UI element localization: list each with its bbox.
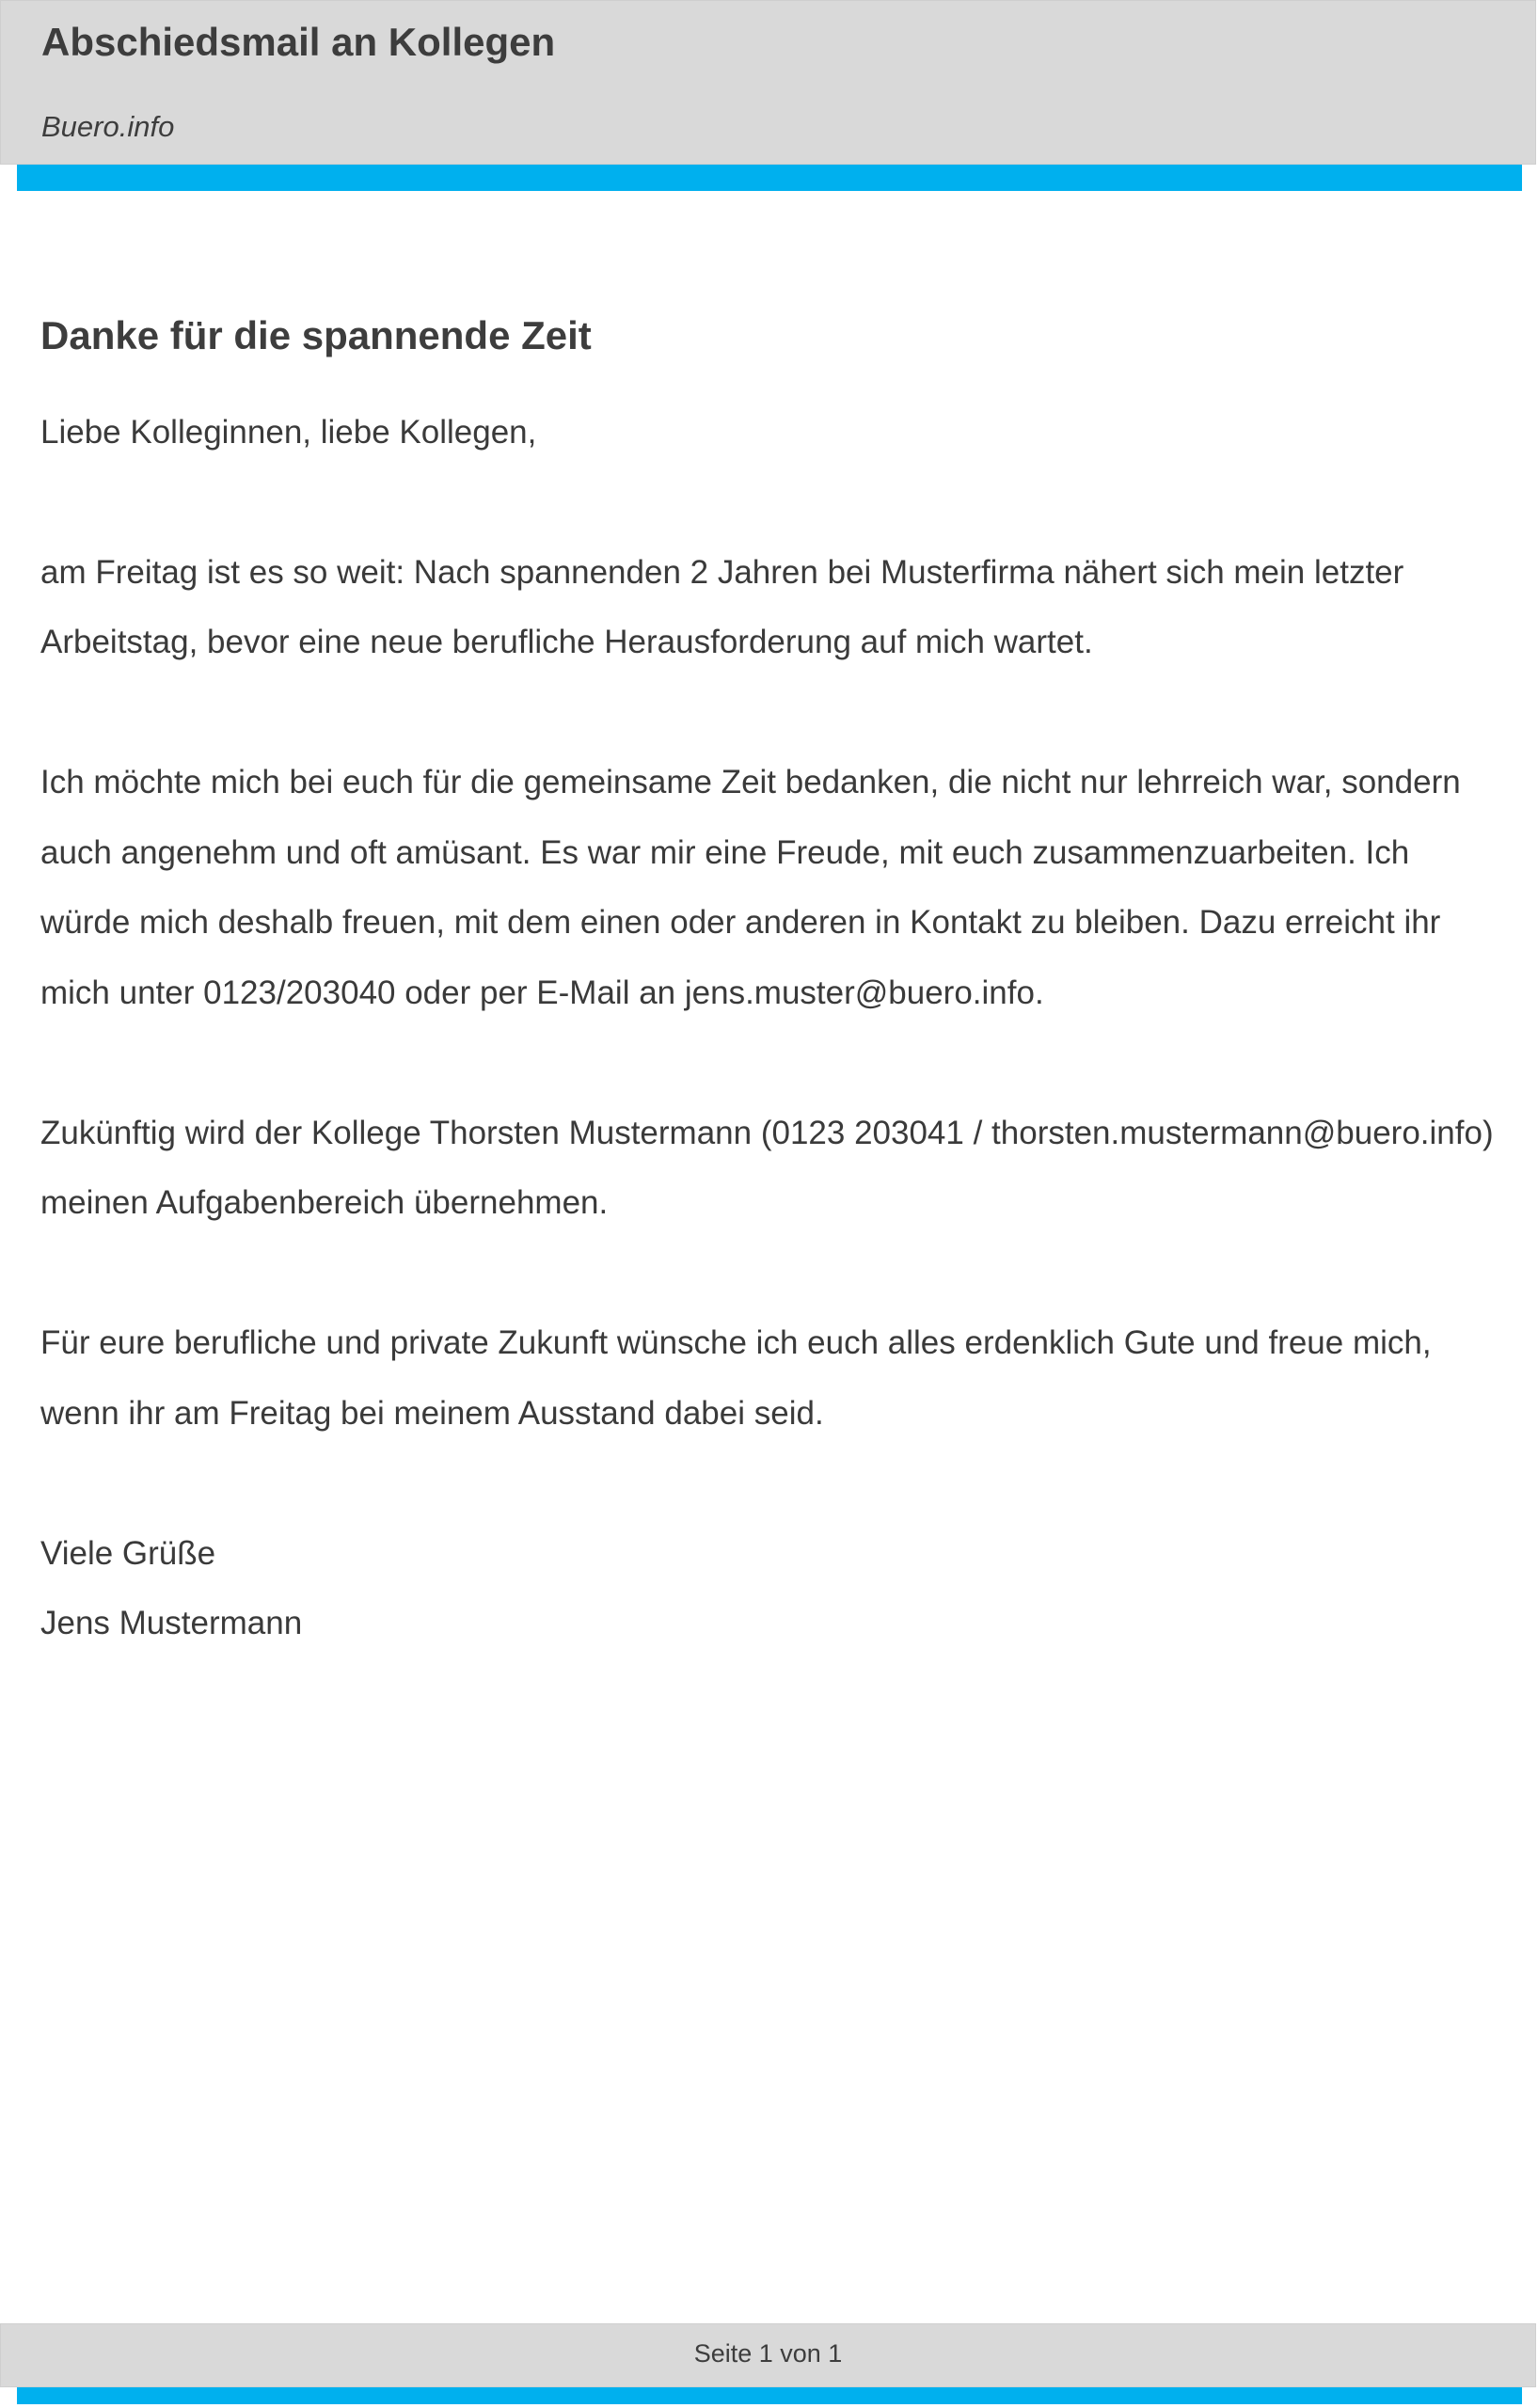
header-accent-bar <box>17 165 1522 191</box>
letter-paragraph-2: Ich möchte mich bei euch für die gemeinsame Zeit bedanken, die nicht nur lehrreich war, sondern auch angenehm und oft amüsant. Es war mir eine Freude, mit euch zusammenzuarbeiten. Ich würde mich deshalb freuen, mit dem einen oder anderen in Kontakt zu bleiben. Dazu erreicht ihr mich unter 0123/203040 oder per E-Mail an jens.muster@buero.info. <box>40 764 1461 1011</box>
letter-signature: Jens Mustermann <box>40 1605 303 1641</box>
letter-heading: Danke für die spannende Zeit <box>40 313 592 357</box>
page-number: Seite 1 von 1 <box>693 2339 843 2368</box>
letter-salutation: Liebe Kolleginnen, liebe Kollegen, <box>40 413 537 451</box>
document-source: Buero.info <box>41 110 175 143</box>
document-footer <box>0 2323 1536 2387</box>
letter-closing: Viele Grüße <box>40 1534 216 1572</box>
document-header <box>0 0 1536 165</box>
letter-paragraph-1: am Freitag ist es so weit: Nach spannenden 2 Jahren bei Musterfirma nähert sich mein letzter Arbeitstag, bevor eine neue berufliche Herausforderung auf mich wartet. <box>40 553 1404 660</box>
footer-accent-bar <box>17 2387 1522 2404</box>
letter-paragraph-4: Für eure berufliche und private Zukunft wünsche ich euch alles erdenklich Gute und freue mich, wenn ihr am Freitag bei meinem Ausstand dabei seid. <box>40 1324 1432 1432</box>
letter-body <box>40 301 1508 1659</box>
letter-paragraph-3: Zukünftig wird der Kollege Thorsten Mustermann (0123 203041 / thorsten.mustermann@buero.info) meinen Aufgabenbereich übernehmen. <box>40 1114 1494 1221</box>
document-title: Abschiedsmail an Kollegen <box>41 20 556 64</box>
